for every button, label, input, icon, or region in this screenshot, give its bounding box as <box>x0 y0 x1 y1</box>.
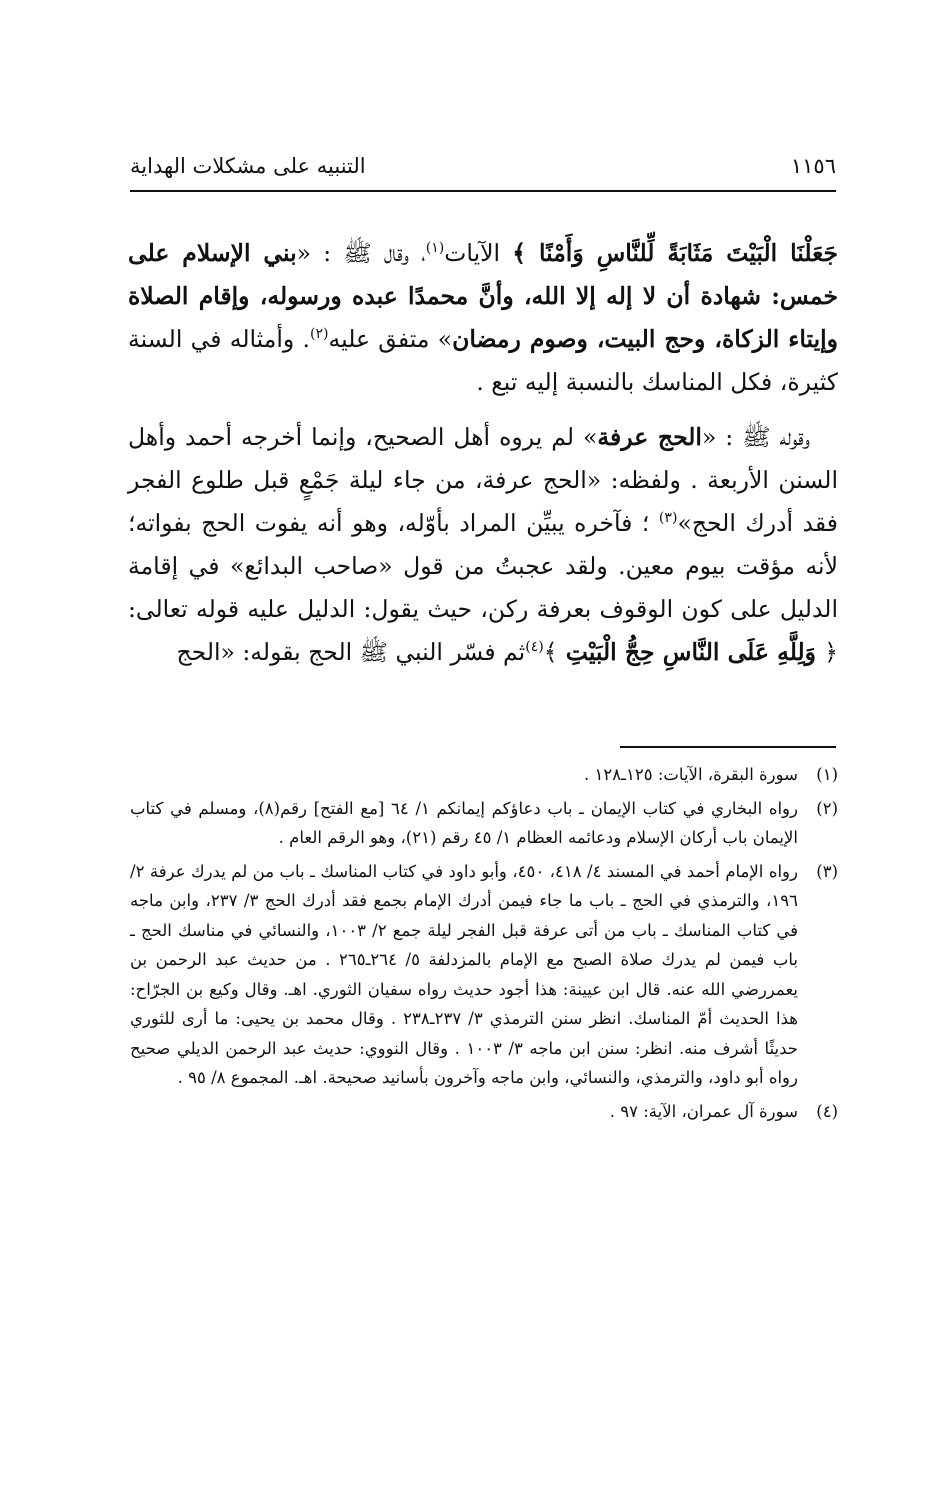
page-header <box>130 148 836 184</box>
footnote-4 <box>130 1097 838 1127</box>
footnote-ref: (٢) <box>309 326 329 343</box>
footnote-ref: (٣) <box>658 510 678 527</box>
footnote-number: (٤) <box>816 1101 838 1121</box>
footnote-text: رواه الإمام أحمد في المسند ٤/ ٤١٨، ٤٥٠، وأبو داود في كتاب المناسك ـ باب من لم يدرك عرفة ٢/ ١٩٦، والترمذي في الحج ـ باب ما جاء فيمن أدرك الإمام بجمع فقد أدرك الحج ٣/ ٢٣٧، وابن ماجه في كتاب المناسك ـ باب من أتى عرفة قبل الفجر ليلة جمع ٢/ ١٠٠٣، والنسائي في مناسك الحج ـ باب فيمن لم يدرك صلاة الصبح مع الإمام بالمزدلفة ٥/ ٢٦٤ـ٢٦٥ . من حديث عبد الرحمن بن يعمررضي الله عنه. قال ابن عيينة: هذا أجود حديث رواه سفيان الثوري. اهـ. وقال وكيع بن الجرّاح: هذا الحديث أمّ المناسك. انظر سنن الترمذي ٣/ ٢٣٧ـ٢٣٨ . وقال محمد بن يحيى: ما أرى للثوري حديثًا أشرف منه. انظر: سنن ابن ماجه ٣/ ١٠٠٣ . وقال النووي: حديث عبد الرحمن الديلي صحيح رواه أبو داود، والترمذي، والنسائي، وابن ماجه وآخرون بأسانيد صحيحة. اهـ. المجموع ٨/ ٩٥ . <box>130 861 798 1087</box>
text-run: وقوله ﷺ : « <box>701 423 810 451</box>
text-run: الآيات <box>444 239 513 267</box>
text-run: » متفق عليه <box>328 325 453 353</box>
footnote-text: رواه البخاري في كتاب الإيمان ـ باب دعاؤكم إيمانكم ١/ ٦٤ [مع الفتح] رقم(٨)، ومسلم في كتاب الإيمان باب أركان الإسلام ودعائمه العظام ١/ ٤٥ رقم (٢١)، وهو الرقم العام . <box>130 798 798 847</box>
footnote-text: سورة آل عمران، الآية: ٩٧ . <box>609 1101 798 1121</box>
main-text <box>128 232 838 674</box>
page-number: ١١٥٦ <box>790 154 836 178</box>
quran-verse: جَعَلْنَا الْبَيْتَ مَثَابَةً لِّلنَّاسِ وَأَمْنًا ﴾ <box>512 239 839 267</box>
text-run: . وأمثاله في السنة كثيرة، فكل المناسك بالنسبة إليه تبع . <box>128 325 838 396</box>
footnote-ref: (٤) <box>525 639 544 656</box>
footnote-3 <box>130 857 838 1093</box>
text-run: ؛ فآخره يبيِّن المراد بأوّله، وهو أنه يفوت الحج بفواته؛ لأنه مؤقت بيوم معين. ولقد عجبتُ من قول «صاحب البدائع» في إقامة الدليل على كون الوقوف بعرفة ركن، حيث يقول: الدليل عليه قوله تعالى: ﴿ <box>128 509 838 666</box>
paragraph-1 <box>128 232 838 404</box>
footnote-1 <box>130 760 838 790</box>
header-divider <box>130 190 836 192</box>
text-run: ثم فسّر النبي ﷺ الحج بقوله: «الحج <box>176 638 526 666</box>
footnote-ref: (١) <box>425 240 445 257</box>
text-run: ، وقال ﷺ : « <box>296 239 426 267</box>
footnote-divider <box>620 746 836 748</box>
paragraph-2 <box>128 416 838 674</box>
book-title: التنبيه على مشكلات الهداية <box>130 154 366 178</box>
footnote-number: (٢) <box>816 798 838 818</box>
hadith-quote: بني الإسلام على خمس: شهادة أن لا إله إلا الله، وأنَّ محمدًا عبده ورسوله، وإقام الصلاة وإيتاء الزكاة، وحج البيت، وصوم رمضان <box>128 239 838 353</box>
footnote-number: (٣) <box>816 861 838 881</box>
footnote-text: سورة البقرة، الآيات: ١٢٥ـ١٢٨ . <box>584 765 798 784</box>
footnote-2 <box>130 794 838 853</box>
footnotes <box>130 760 838 1130</box>
quran-verse: وَلِلَّهِ عَلَى النَّاسِ حِجُّ الْبَيْتِ <box>557 638 825 666</box>
footnote-number: (١) <box>816 765 838 784</box>
text-run: » لم يروه أهل الصحيح، وإنما أخرجه أحمد وأهل السنن الأربعة . ولفظه: «الحج عرفة، من جاء ليلة جَمْعٍ قبل طلوع الفجر فقد أدرك الحج» <box>128 423 839 537</box>
text-run: ﴾ <box>543 638 558 666</box>
hadith-quote: الحج عرفة <box>597 423 702 451</box>
